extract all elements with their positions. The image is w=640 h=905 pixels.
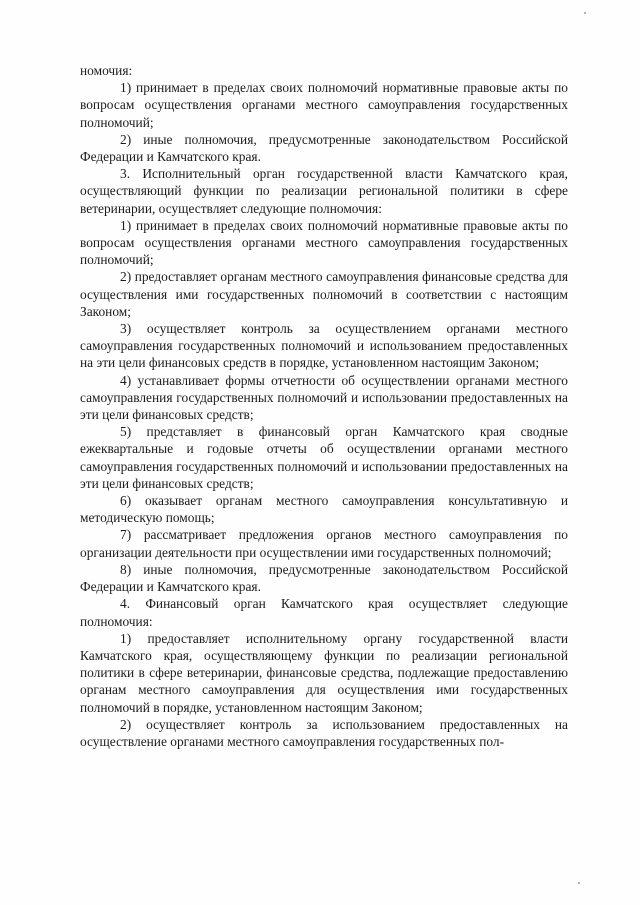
scan-speck: [578, 882, 580, 884]
paragraph-clause-3: 3. Исполнительный орган государственной власти Камчатского края, осуществляющий функции по реализации региональной политики в сфере ветеринарии, осуществляет следующие полномочия:: [80, 166, 568, 216]
paragraph-item: 7) рассматривает предложения органов местного самоуправления по организации деятельности при осуществлении ими государственных полномочий;: [80, 527, 568, 560]
document-body: [80, 62, 568, 750]
paragraph-item: 1) принимает в пределах своих полномочий нормативные правовые акты по вопросам осуществления органами местного самоуправления государственных полномочий;: [80, 217, 568, 268]
paragraph-item: 1) предоставляет исполнительному органу государственной власти Камчатского края, осуществляющему функции по реализации региональной политики в сфере ветеринарии, финансовые средства, подлежащие предоставлению органам местного самоуправления для осуществления ими государственных полномочий в порядке, установленном настоящим Законом;: [80, 630, 568, 715]
paragraph-clause-4: 4. Финансовый орган Камчатского края осуществляет следующие полномочия:: [80, 596, 568, 629]
paragraph-item: 2) осуществляет контроль за использованием предоставленных на осуществление органами местного самоуправления государственных пол-: [80, 716, 568, 749]
scan-speck: [584, 12, 586, 14]
paragraph-continuation: номочия:: [80, 63, 133, 78]
paragraph-item: 6) оказывает органам местного самоуправления консультативную и методическую помощь;: [80, 493, 568, 526]
paragraph-item: 8) иные полномочия, предусмотренные законодательством Российской Федерации и Камчатского края.: [80, 561, 568, 595]
paragraph-item: 3) осуществляет контроль за осуществлением органами местного самоуправления государственных полномочий и использованием предоставленных на эти цели финансовых средств в порядке, установленном настоящим Законом;: [80, 321, 568, 371]
paragraph-item: 1) принимает в пределах своих полномочий нормативные правовые акты по вопросам осуществления органами местного самоуправления государственных полномочий;: [80, 80, 568, 130]
paragraph-item: 5) представляет в финансовый орган Камчатского края сводные ежеквартальные и годовые отчеты об осуществлении органами местного самоуправления государственных полномочий и использовании предоставленных на эти цели финансовых средств;: [80, 424, 568, 491]
paragraph-item: 2) предоставляет органам местного самоуправления финансовые средства для осуществления ими государственных полномочий в соответствии с настоящим Законом;: [80, 269, 568, 319]
paragraph-item: 4) устанавливает формы отчетности об осуществлении органами местного самоуправления государственных полномочий и использовании предоставленных на эти цели финансовых средств;: [80, 372, 568, 423]
paragraph-item: 2) иные полномочия, предусмотренные законодательством Российской Федерации и Камчатского края.: [80, 131, 568, 165]
